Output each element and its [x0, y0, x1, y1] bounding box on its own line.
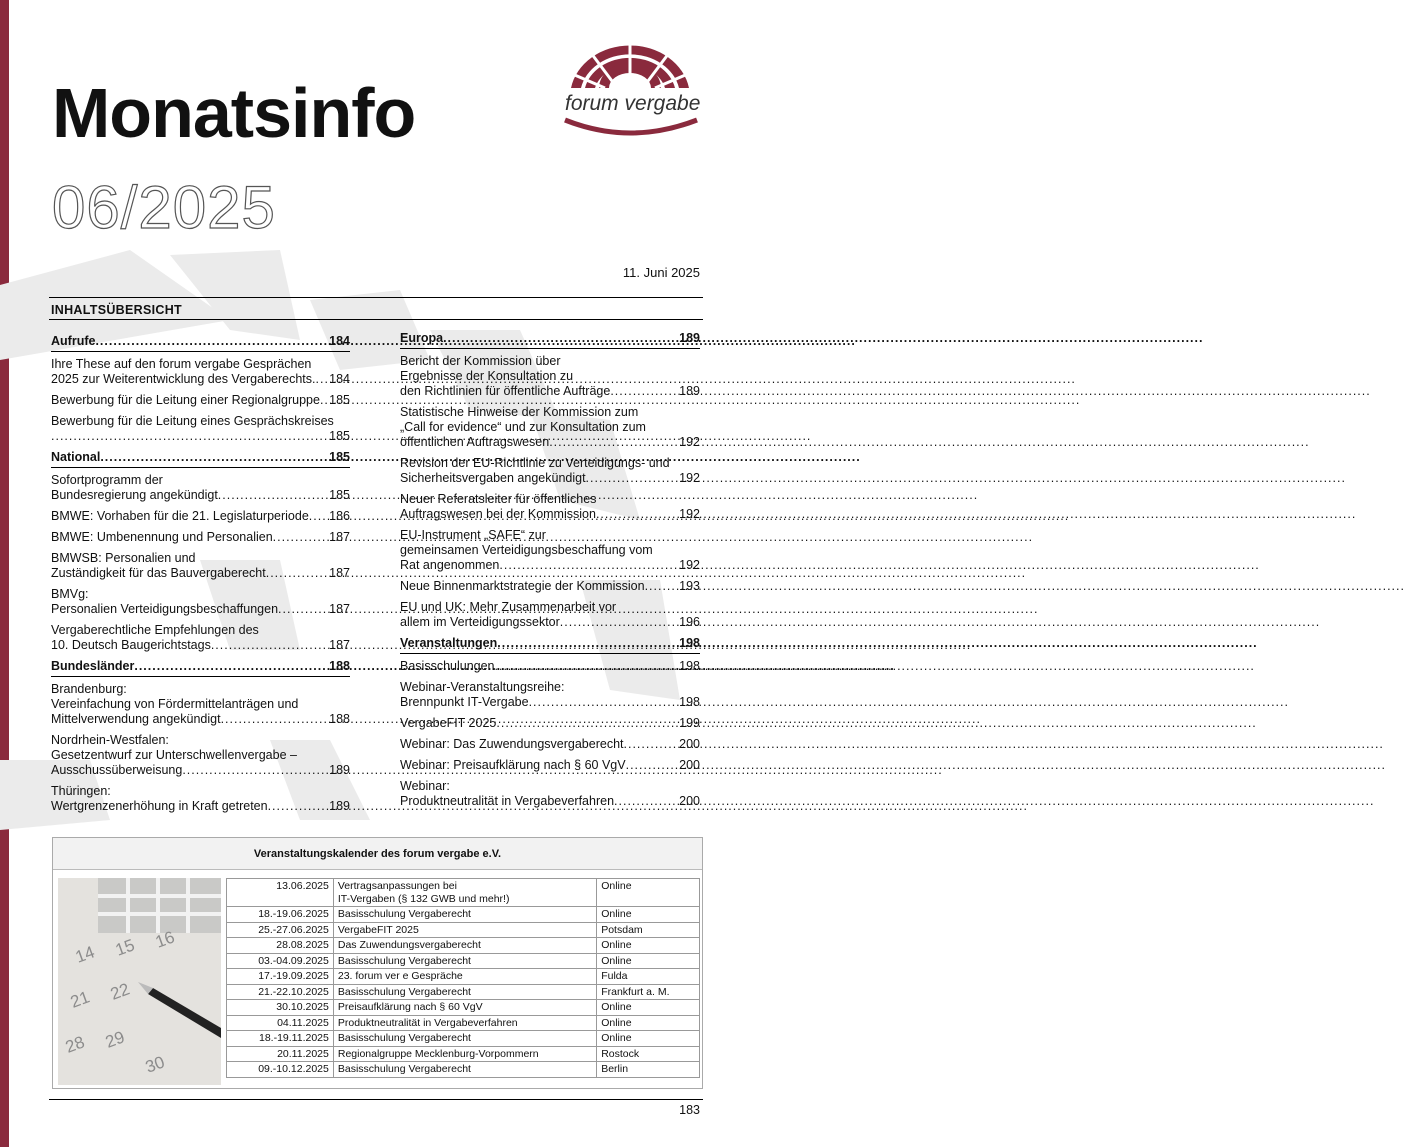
toc-entry[interactable]	[51, 784, 350, 814]
calendar-row	[227, 938, 700, 954]
toc-entry-text: Sofortprogramm der	[51, 473, 163, 487]
toc-page: 189	[679, 384, 700, 398]
toc-page: 185	[329, 488, 350, 502]
calendar-table	[226, 878, 700, 1078]
calendar-title: Veranstaltungskalender des forum vergabe e.V.	[53, 838, 702, 870]
toc-entry-text: BMWE: Umbenennung und Personalien	[51, 530, 273, 544]
toc-section[interactable]	[51, 659, 350, 677]
toc-page: 187	[329, 602, 350, 616]
toc-section[interactable]	[400, 636, 700, 654]
toc-page: 198	[679, 659, 700, 673]
event-date: 04.11.2025	[227, 1015, 334, 1031]
toc-entry-text: Sicherheitsvergaben angekündigt	[400, 471, 586, 485]
calendar-row	[227, 984, 700, 1000]
toc-entry-text: Bewerbung für die Leitung einer Regionalgruppe	[51, 393, 320, 407]
calendar-row	[227, 1062, 700, 1078]
event-date: 25.-27.06.2025	[227, 922, 334, 938]
toc-entry-text: allem im Verteidigungssektor	[400, 615, 560, 629]
toc-left-column	[51, 334, 350, 820]
toc-entry-text: Mittelverwendung angekündigt	[51, 712, 221, 726]
toc-entry[interactable]	[400, 659, 700, 674]
toc-page: 189	[679, 331, 700, 345]
toc-entry-text: Gesetzentwurf zur Unterschwellenvergabe –	[51, 748, 297, 762]
calendar-row	[227, 1031, 700, 1047]
toc-entry-text: Personalien Verteidigungsbeschaffungen	[51, 602, 279, 616]
toc-entry[interactable]	[51, 393, 350, 408]
toc-page: 187	[329, 638, 350, 652]
toc-section-title: Aufrufe	[51, 334, 96, 348]
toc-entry-text: Ihre These auf den forum vergabe Gesprächen	[51, 357, 312, 371]
toc-entry-text: Bericht der Kommission über	[400, 354, 561, 368]
toc-entry[interactable]	[51, 733, 350, 778]
toc-page: 185	[329, 450, 350, 464]
event-date: 20.11.2025	[227, 1046, 334, 1062]
calendar-row	[227, 1015, 700, 1031]
svg-text:15: 15	[112, 935, 138, 960]
toc-entry-text: Brennpunkt IT-Vergabe	[400, 695, 529, 709]
toc-right-column	[400, 331, 700, 815]
toc-page: 185	[329, 429, 350, 443]
toc-entry[interactable]	[51, 414, 350, 444]
event-place: Online	[597, 1031, 700, 1047]
toc-page: 189	[329, 763, 350, 777]
event-place: Online	[597, 953, 700, 969]
toc-page: 186	[329, 509, 350, 523]
toc-page: 192	[679, 558, 700, 572]
toc-section-title: National	[51, 450, 101, 464]
toc-section[interactable]	[51, 450, 350, 468]
toc-entry[interactable]	[51, 682, 350, 727]
toc-entry[interactable]	[400, 405, 700, 450]
toc-entry-text: Auftragswesen bei der Kommission	[400, 507, 596, 521]
event-date: 18.-19.06.2025	[227, 907, 334, 923]
toc-entry-text: Zuständigkeit für das Bauvergaberecht	[51, 566, 266, 580]
toc-section-title: Veranstaltungen	[400, 636, 498, 650]
toc-entry-text: EU und UK: Mehr Zusammenarbeit vor	[400, 600, 617, 614]
toc-page: 188	[329, 659, 350, 673]
toc-entry-text: Statistische Hinweise der Kommission zum	[400, 405, 639, 419]
toc-entry[interactable]	[400, 456, 700, 486]
toc-page: 192	[679, 507, 700, 521]
event-date: 03.-04.09.2025	[227, 953, 334, 969]
toc-entry-text: Webinar-Veranstaltungsreihe:	[400, 680, 565, 694]
toc-entry-text: 2025 zur Weiterentwicklung des Vergaberechts.	[51, 372, 316, 386]
toc-page: 192	[679, 471, 700, 485]
toc-page: 184	[329, 372, 350, 386]
toc-entry[interactable]	[51, 551, 350, 581]
toc-entry[interactable]	[400, 492, 700, 522]
toc-entry[interactable]	[51, 587, 350, 617]
toc-page: 200	[679, 758, 700, 772]
toc-entry-text: BMWE: Vorhaben für die 21. Legislaturperiode	[51, 509, 309, 523]
event-place: Fulda	[597, 969, 700, 985]
toc-page: 188	[329, 712, 350, 726]
toc-page: 184	[329, 334, 350, 348]
event-title: Basisschulung Vergaberecht	[333, 953, 596, 969]
toc-entry-text: den Richtlinien für öffentliche Aufträge	[400, 384, 611, 398]
event-title: 23. forum ver e Gespräche	[333, 969, 596, 985]
toc-entry[interactable]	[400, 758, 700, 773]
page-title: Monatsinfo	[52, 74, 416, 152]
toc-entry-text: Ausschussüberweisung	[51, 763, 183, 777]
event-place: Online	[597, 1015, 700, 1031]
toc-entry-text: Revision der EU-Richtlinie zu Verteidigungs- und	[400, 456, 670, 470]
toc-entry-text: Brandenburg:	[51, 682, 127, 696]
event-date: 09.-10.12.2025	[227, 1062, 334, 1078]
toc-entry-text: Webinar: Preisaufklärung nach § 60 VgV	[400, 758, 626, 772]
toc-page: 189	[329, 799, 350, 813]
footer-rule	[49, 1099, 703, 1100]
event-place: Potsdam	[597, 922, 700, 938]
toc-entry-text: Produktneutralität in Vergabeverfahren	[400, 794, 615, 808]
calendar-photo	[58, 878, 221, 1085]
event-title: VergabeFIT 2025	[333, 922, 596, 938]
toc-entry-text: Rat angenommen	[400, 558, 500, 572]
event-place: Frankfurt a. M.	[597, 984, 700, 1000]
event-date: 21.-22.10.2025	[227, 984, 334, 1000]
toc-entry[interactable]	[400, 579, 700, 594]
event-date: 18.-19.11.2025	[227, 1031, 334, 1047]
toc-entry-text: Ergebnisse der Konsultation zu	[400, 369, 574, 383]
toc-page: 198	[679, 636, 700, 650]
issue-date: 11. Juni 2025	[622, 265, 700, 280]
svg-text:16: 16	[152, 927, 178, 952]
svg-text:28: 28	[62, 1032, 88, 1057]
svg-text:29: 29	[102, 1027, 128, 1052]
event-title: Produktneutralität in Vergabeverfahren	[333, 1015, 596, 1031]
toc-entry-text: „Call for evidence“ und zur Konsultation zum	[400, 420, 646, 434]
toc-entry-text: Neuer Referatsleiter für öffentliches	[400, 492, 597, 506]
logo-arcs-icon	[555, 30, 705, 100]
event-place: Online	[597, 938, 700, 954]
event-title: Basisschulung Vergaberecht	[333, 1062, 596, 1078]
toc-section[interactable]	[400, 331, 700, 349]
event-date: 13.06.2025	[227, 879, 334, 907]
toc-entry-text: öffentlichen Auftragswesen	[400, 435, 550, 449]
toc-entry-text: Bundesregierung angekündigt	[51, 488, 218, 502]
calendar-row	[227, 1046, 700, 1062]
toc-entry-text: Thüringen:	[51, 784, 111, 798]
toc-entry-text: Neue Binnenmarktstrategie der Kommission	[400, 579, 645, 593]
toc-entry-text: Basisschulungen	[400, 659, 495, 673]
toc-entry[interactable]	[400, 716, 700, 731]
toc-entry-text: 10. Deutsch Baugerichtstags	[51, 638, 211, 652]
event-date: 17.-19.09.2025	[227, 969, 334, 985]
toc-entry[interactable]	[51, 530, 350, 545]
event-place: Berlin	[597, 1062, 700, 1078]
toc-heading: INHALTSÜBERSICHT	[51, 303, 182, 317]
event-title: Basisschulung Vergaberecht	[333, 1031, 596, 1047]
event-date: 28.08.2025	[227, 938, 334, 954]
toc-entry-text: VergabeFIT 2025	[400, 716, 497, 730]
calendar-row	[227, 1000, 700, 1016]
toc-entry[interactable]	[400, 528, 700, 573]
toc-page: 187	[329, 530, 350, 544]
event-title: Vertragsanpassungen bei IT-Vergaben (§ 132 GWB und mehr!)	[333, 879, 596, 907]
event-place: Online	[597, 1000, 700, 1016]
toc-section[interactable]	[51, 334, 350, 352]
toc-entry-text: Webinar:	[400, 779, 450, 793]
toc-entry-text: Vergaberechtliche Empfehlungen des	[51, 623, 259, 637]
calendar-row	[227, 953, 700, 969]
toc-entry[interactable]	[400, 354, 700, 399]
toc-entry[interactable]	[51, 623, 350, 653]
calendar-pen-image	[58, 878, 221, 1085]
svg-text:22: 22	[107, 979, 133, 1004]
toc-entry-text: BMWSB: Personalien und	[51, 551, 196, 565]
toc-entry[interactable]	[400, 779, 700, 809]
toc-entry-text: Webinar: Das Zuwendungsvergaberecht	[400, 737, 624, 751]
toc-entry-text: Wertgrenzenerhöhung in Kraft getreten	[51, 799, 268, 813]
toc-entry[interactable]	[400, 737, 700, 752]
forum-vergabe-logo	[555, 30, 705, 145]
issue-number: 06/2025	[52, 174, 276, 241]
event-title: Das Zuwendungsvergaberecht	[333, 938, 596, 954]
toc-entry-text: gemeinsamen Verteidigungsbeschaffung vom	[400, 543, 653, 557]
toc-page: 200	[679, 794, 700, 808]
calendar-row	[227, 879, 700, 907]
toc-page: 196	[679, 615, 700, 629]
toc-section-title: Bundesländer	[51, 659, 135, 673]
event-title: Basisschulung Vergaberecht	[333, 907, 596, 923]
event-place: Online	[597, 907, 700, 923]
toc-entry-text: Nordrhein-Westfalen:	[51, 733, 169, 747]
event-title: Regionalgruppe Mecklenburg-Vorpommern	[333, 1046, 596, 1062]
event-title: Preisaufklärung nach § 60 VgV	[333, 1000, 596, 1016]
toc-page: 199	[679, 716, 700, 730]
toc-heading-bar	[49, 297, 703, 320]
page-number: 183	[679, 1103, 700, 1117]
svg-text:21: 21	[67, 987, 93, 1012]
event-place: Rostock	[597, 1046, 700, 1062]
toc-page: 185	[329, 393, 350, 407]
calendar-row	[227, 969, 700, 985]
calendar-row	[227, 922, 700, 938]
toc-entry[interactable]	[51, 357, 350, 387]
calendar-row	[227, 907, 700, 923]
event-calendar	[52, 837, 703, 1089]
toc-page: 198	[679, 695, 700, 709]
toc-section-title: Europa	[400, 331, 444, 345]
toc-page: 200	[679, 737, 700, 751]
toc-entry[interactable]	[400, 600, 700, 630]
toc-page: 192	[679, 435, 700, 449]
toc-entry[interactable]	[51, 473, 350, 503]
toc-entry[interactable]	[400, 680, 700, 710]
svg-text:30: 30	[142, 1052, 168, 1077]
toc-entry[interactable]	[51, 509, 350, 524]
event-date: 30.10.2025	[227, 1000, 334, 1016]
logo-swoosh-icon	[555, 116, 705, 146]
toc-page: 187	[329, 566, 350, 580]
svg-text:14: 14	[72, 942, 98, 967]
toc-entry-text: Vereinfachung von Fördermittelanträgen und	[51, 697, 299, 711]
toc-entry-text: Bewerbung für die Leitung eines Gesprächskreises	[51, 414, 334, 428]
logo-text: forum vergabe	[565, 92, 701, 115]
event-title: Basisschulung Vergaberecht	[333, 984, 596, 1000]
toc-entry-text: BMVg:	[51, 587, 89, 601]
event-place: Online	[597, 879, 700, 907]
toc-page: 193	[679, 579, 700, 593]
toc-entry-text: EU-Instrument „SAFE“ zur	[400, 528, 546, 542]
